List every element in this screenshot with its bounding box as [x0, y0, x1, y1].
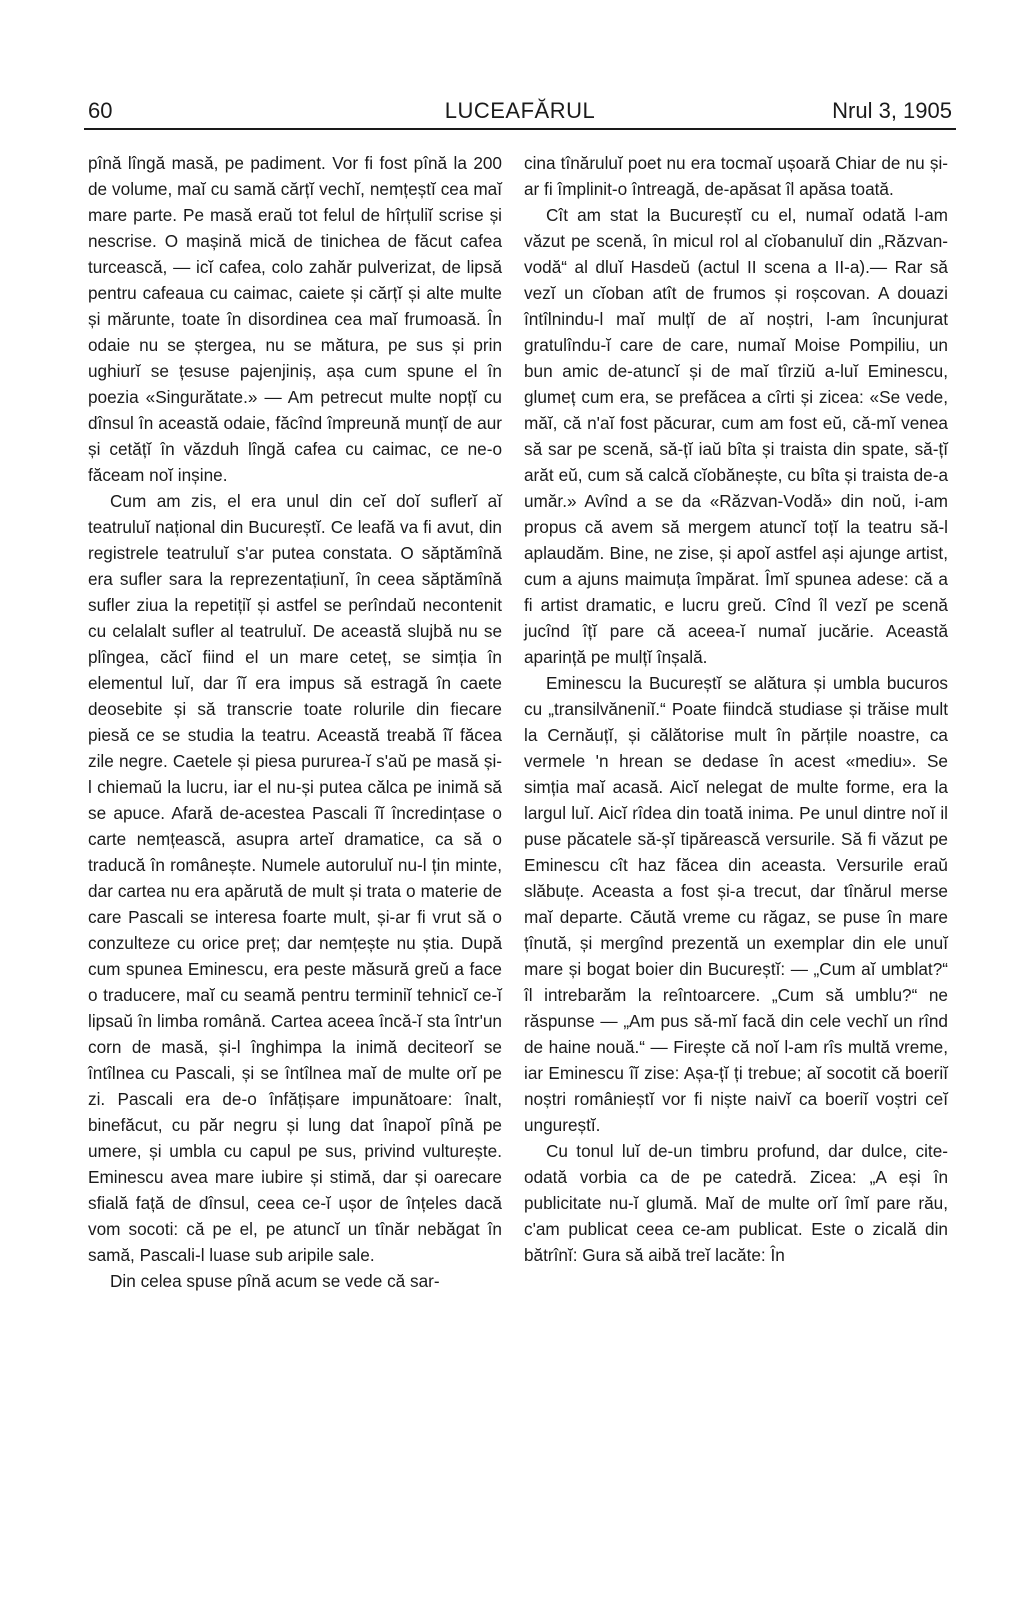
- paragraph: pînă lîngă masă, pe padiment. Vor fi fost pînă la 200 de volume, maĭ cu samă cărțĭ vechĭ, nemțeștĭ cea maĭ mare parte. Pe masă eraŭ tot felul de hîrțuliĭ scrise și nescrise. O mașină mică de tinichea de făcut cafea turcească, — icĭ cafea, colo zahăr pulverizat, de lipsă pentru cafeaua cu caimac, caiete și cărțĭ și alte multe și mărunte, toate în disordinea cea maĭ frumoasă. În odaie nu se ștergea, nu se mătura, pe sus și prin ughiurĭ se țesuse pajenjiniș, așa cum spune el în poezia «Singurătate.» — Am petrecut multe nopțĭ cu dînsul în această odaie, făcînd împreună munțĭ de aur și cetățĭ în văzduh lîngă cafea cu caimac, ce ne-o făceam noĭ inșine.: [88, 153, 502, 485]
- page-header: [84, 94, 956, 130]
- right-column: [524, 150, 948, 1268]
- page-number: 60: [88, 98, 113, 123]
- paragraph: Cum am zis, el era unul din ceĭ doĭ suflerĭ aĭ teatruluĭ național din Bucureștĭ. Ce leafă va fi avut, din registrele teatruluĭ s'ar putea constata. O săptămînă era sufler sara la reprezentațiunĭ, în ceea săptămînă sufler ziua la repetițiĭ și astfel se perîndaŭ necontenit cu celalalt sufler al teatruluĭ. De această slujbă nu se plîngea, căcĭ fiind el un mare ceteț, se simția în elementul luĭ, dar îĭ era impus să estragă în caete deosebite și să transcrie toate rolurile din fiecare piesă ce se studia la teatru. Această treabă îĭ făcea zile negre. Caetele și piesa pururea-ĭ s'aŭ pe masă și-l chiemaŭ la lucru, iar el nu-și putea călca pe inimă să se apuce. Afară de-acestea Pascali îĭ încredințase o carte nemțească, asupra arteĭ dramatice, ca să o traducă în românește. Numele autoruluĭ nu-l țin minte, dar cartea nu era apărută de mult și trata o materie de care Pascali se interesa foarte mult, și-ar fi vrut să o conzulteze cu orice preț; dar nemțește nu știa. După cum spunea Eminescu, era peste măsură greŭ a face o traducere, maĭ cu seamă pentru terminiĭ tehnicĭ ce-ĭ lipsaŭ în limba română. Cartea aceea încă-ĭ sta într'un corn de masă, și-l înghimpa la inimă deciteorĭ se întîlnea cu Pascali, și se întîlnea maĭ de multe orĭ pe zi. Pascali era de-o înfățișare impunătoare: înalt, binefăcut, cu păr negru și lung dat înapoĭ pînă pe umere, și umbla cu capul pe sus, privind vulturește. Eminescu avea mare iubire și stimă, dar și oarecare sfială față de dînsul, ceea ce-ĭ ușor de înțeles dacă vom socoti: că pe el, pe atuncĭ un tînăr nebăgat în samă, Pascali-l luase sub aripile sale.: [88, 491, 502, 1265]
- left-column: [88, 150, 502, 1294]
- paragraph: cina tînăruluĭ poet nu era tocmaĭ ușoară Chiar de nu și-ar fi împlinit-o întreagă, de-apăsat îl apăsa toată.: [524, 153, 948, 199]
- paragraph: Cu tonul luĭ de-un timbru profund, dar dulce, cite-odată vorbia ca de pe catedră. Zicea: „A eși în publicitate nu-ĭ glumă. Maĭ de multe orĭ îmĭ pare rău, c'am publicat ceea ce-am publicat. Este o zicală din bătrînĭ: Gura să aibă treĭ lacăte: În: [524, 1141, 948, 1265]
- paragraph: Cît am stat la Bucureștĭ cu el, numaĭ odată l-am văzut pe scenă, în micul rol al cĭobanuluĭ din „Răzvan-vodă“ al dluĭ Hasdeŭ (actul II scena a II-a).— Rar să vezĭ un cĭoban atît de frumos și roșcovan. A douazi întîlnindu-l maĭ mulțĭ de aĭ noștri, l-am încunjurat gratulîndu-ĭ care de care, numaĭ Moise Pompiliu, un bun amic de-atuncĭ și de maĭ tîrziŭ a-luĭ Eminescu, glumeț cum era, se prefăcea a cîrti și zicea: «Se vede, măĭ, că n'aĭ fost păcurar, cum am fost eŭ, că-mĭ venea să sar pe scenă, să-țĭ iaŭ bîta și traista din spate, să-țĭ arăt eŭ, cum să calcă cĭobănește, cu bîta și traista de-a umăr.» Avînd a se da «Răzvan-Vodă» din noŭ, i-am propus că avem să mergem atuncĭ toțĭ la teatru să-l aplaudăm. Bine, ne zise, și apoĭ astfel ași ajunge artist, cum a ajuns maimuța împărat. Îmĭ spunea adese: că a fi artist dramatic, e lucru greŭ. Cînd îl vezĭ pe scenă jucînd îțĭ pare că aceea-ĭ numaĭ jucărie. Această aparință pe mulțĭ înșală.: [524, 205, 948, 667]
- journal-title: LUCEAFĂRUL: [444, 98, 596, 123]
- paragraph: Din celea spuse pînă acum se vede că sar-: [110, 1271, 440, 1291]
- paragraph: Eminescu la Bucureștĭ se alătura și umbla bucuros cu „transilvăneniĭ.“ Poate fiindcă studiase și trăise mult la Cernăuțĭ, și călătorise mult în părțile noastre, ca vermele 'n hrean se dedase în acest «mediu». Se simția maĭ acasă. Aicĭ nelegat de multe forme, era la largul luĭ. Aicĭ rîdea din toată inima. Pe unul dintre noĭ il puse păcatele să-șĭ tipărească versurile. Să fi văzut pe Eminescu cît haz făcea din aceasta. Versurile eraŭ slăbuțe. Aceasta a fost și-a trecut, dar tînărul merse maĭ departe. Căută vreme cu răgaz, se puse în mare țînută, și mergînd prezentă un exemplar din ele unuĭ mare și bogat boier din Bucureștĭ: — „Cum aĭ umblat?“ îl intrebarăm la reîntoarcere. „Cum să umblu?“ ne răspunse — „Am pus să-mĭ facă din cele vechĭ un rînd de haine nouă.“ — Firește că noĭ l-am rîs multă vreme, iar Eminescu îĭ zise: Așa-țĭ ți trebue; aĭ socotit că boeriĭ noștri românieștĭ vor fi niște naivĭ ca boeriĭ voștri ceĭ ungureștĭ.: [524, 673, 948, 1135]
- issue-number: Nrul 3, 1905: [832, 98, 952, 123]
